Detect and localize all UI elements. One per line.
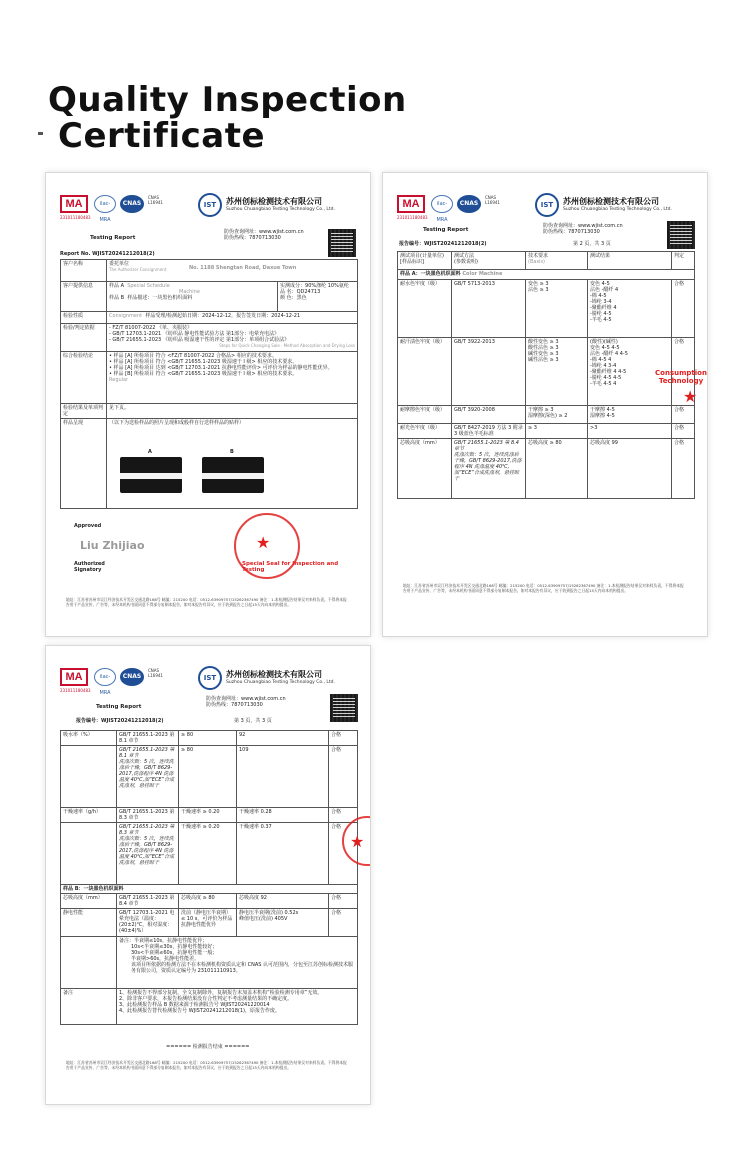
consumption-stamp: Consumption Technology	[655, 369, 707, 385]
table-row: GB/T 21655.1-2023 第 8.1 章节 洗涤次数：5 次，连续洗涤后干燥，GB/T 8629-2017,洗涤程序 4N 洗涤温度 40℃,加“ECE”合成洗涤剂，悬挂晾干 ≥ 80 109 合格	[61, 746, 358, 808]
client-en: The Authorizer Consignment	[109, 267, 167, 272]
footer-note: 地址：江苏省苏州市吴江经济技术开发区交通北路168号 邮编：215200 电话：0512-63909757/15262367490 备注：1.本检测报告结果仅对来样负责。不得将本报告用于产品宣传、广告等，未经本机构书面同意不得部分复制本报告。如对本报告有异议，应于收到报告之日起15天内向本机构提出。	[403, 583, 684, 593]
report-title-en: Testing Report	[96, 704, 142, 710]
table-row: 耐汗渍色牢度（级） GB/T 3922-2013 酸性变色 ≥ 3 酸性沾色 ≥ 3 碱性变色 ≥ 3 碱性沾色 ≥ 3 (酸性)(碱性) 变色 4-5 4-5 沾色 -醋纤 4 4-5 -棉 4-5 4 -锦纶 4 3-4 -聚酯纤维 4 4-5 -腈纶 4-5 4-5 -羊毛 4-5 4 合格	[398, 338, 695, 406]
qr-code-icon	[328, 229, 356, 257]
conclusion-item: • 样品 [B] 所检项目 符合 <GB/T 21655.1-2023 吸湿速干 I 级> 相应的技术要求。	[109, 371, 298, 377]
basis-item: - FZ/T 81007-2022 《单、夹服装》	[109, 325, 193, 331]
sample-a-label: A	[148, 449, 152, 455]
report-page-3	[45, 645, 371, 1105]
client-sub: 委托单位	[109, 261, 130, 267]
results-table: 测试项目(计量单位) [样品标识] 测试方法 (参数说明) 技术要求 (Basis) 测试结果 判定 样品 A：一块黑色机织面料 Color Machine 耐水色牢度（级） GB/T 5713-2013 变色 ≥ 3 沾色 ≥ 3 变色 4-5 沾色 -醋纤 4 -棉 4-5 -锦纶 3-4 -聚酯纤维 4 -腈纶 4-5 -羊毛 4-5 合格 耐汗渍色牢度（级） GB/T 3922-2013 酸性变色 ≥ 3 酸性沾色 ≥ 3 碱性变色 ≥ 3 碱性沾色 ≥ 3 (酸性)(碱性) 变色 4-5 4-5 沾色 -醋纤 4 4-5 -棉 4-5 4 -锦纶 4 3-4 -聚酯纤维 4 4-5 -腈纶 4-5 4-5 -羊毛 4-5 4 合格 耐摩擦色牢度（级） GB/T 3920-2008 干摩擦 ≥ 3 湿摩擦(深色) ≥ 2 干摩擦 4-5 湿摩擦 4-5 合格 耐光色牢度（级） GB/T 8427-2019 方法 3 附录 3 级蓝色羊毛标准 ≥ 3 >3 合格 芯吸高度（mm） GB/T 21655.1-2023 第 8.4 章节 洗涤次数：5 次，连续洗涤后干燥，GB/T 8629-2017,洗涤程序 4N 洗涤温度 40℃,加“ECE”合成洗涤剂，悬挂晾干 芯吸高度 ≥ 80 芯吸高度 99 合格	[397, 251, 695, 499]
report-number-line: 报告编号：WJIST20241212018(2)	[399, 241, 487, 247]
static-notes: 备注：半衰期≤10s，抗静电性能优异； 10s<半衰期≤30s，抗静电性能较好； 30s<半衰期≤60s，抗静电性能一般； 半衰期>60s，抗静电性能差。 该项目所依据的检测方法不在本检测机构资质认定和 CNAS 认可范围内，分包至江苏创标检测技术服务有限公司，资质认定编号为 231011110913。	[117, 937, 358, 989]
table-row: GB/T 21655.1-2023 第 8.3 章节 洗涤次数：5 次，连续洗涤后干燥，GB/T 8629-2017,洗涤程序 4N 洗涤温度 40℃,加“ECE”合成洗涤剂，悬挂晾干 干燥速率 ≥ 0.20 干燥速率 0.37 合格	[61, 823, 358, 885]
table-row: 吸水率（%） GB/T 21655.1-2023 第 8.1 章节 ≥ 80 92 合格	[61, 731, 358, 746]
photo-label: 样品呈现	[63, 420, 84, 426]
cnas-logo-icon: CNAS	[457, 195, 481, 213]
anti-fake-info: 防伪查询网址：www.wjist.com.cn 防伪热线：7870713030	[206, 696, 286, 708]
basis-label: 检验/判定依据	[63, 325, 95, 331]
table-row: 干燥速率（g/h） GB/T 21655.1-2023 第 8.3 章节 干燥速率 ≥ 0.20 干燥速率 0.28 合格	[61, 808, 358, 823]
cnas-number: CNAS L16941	[148, 195, 163, 205]
table-row: 静电性能 GB/T 12703.1-2021 电晕充电法（温度：(20±2)℃，相对湿度：(40±4)%） 洗前（静电压半衰期）≤ 10 s，可评价为样品抗静电性能优异 静电压半衰期(洗前) 0.52s 峰值电压(洗前) 405V 合格	[61, 909, 358, 937]
company-name-cn: 苏州创标检测技术有限公司	[226, 197, 322, 206]
ma-logo-icon: MA	[60, 195, 88, 213]
cnas-number: CNAS L16941	[485, 195, 500, 205]
page-title-line1: Quality Inspection	[48, 80, 407, 120]
remarks-list: 1、检测报告不得部分复制，全文复制除外，复制报告未加盖本机构“检验检测专用章”无效。 2、除非客户要求，本报告检测结果没有合性判定不考虑测量结果的不确定度。 3、此检测报告样品 B 数据来源于检测报告号 WJIST20241220014 4、此检测报告替代检测报告号 WJIST20241212018(1)，原报告作废。	[117, 989, 358, 1025]
remarks-label: 检验结果及单项判定	[63, 405, 104, 417]
company-name-en: Suzhou Chuangbiao Testing Technology Co., Ltd.	[226, 680, 335, 685]
ilac-mra-logo-icon: ilac-MRA	[94, 195, 116, 213]
ma-number: 231011180483	[397, 215, 428, 220]
table-row: 耐摩擦色牢度（级） GB/T 3920-2008 干摩擦 ≥ 3 湿摩擦(深色) ≥ 2 干摩擦 4-5 湿摩擦 4-5 合格	[398, 406, 695, 424]
cnas-logo-icon: CNAS	[120, 668, 144, 686]
anti-fake-info: 防伪查询网址：www.wjist.com.cn 防伪热线：7870713030	[224, 229, 304, 241]
company-name-en: Suzhou Chuangbiao Testing Technology Co., Ltd.	[563, 207, 672, 212]
page-title-line2: Certificate	[58, 116, 266, 156]
dates: 样品受理/检测起始日期：2024-12-12，报告签发日期：2024-12-21	[145, 313, 301, 319]
remarks-value: 见下页。	[109, 405, 130, 411]
consumption-star-icon: ★	[683, 387, 698, 406]
color-line: 颜 色：黑色	[280, 295, 307, 301]
table-row: 耐水色牢度（级） GB/T 5713-2013 变色 ≥ 3 沾色 ≥ 3 变色 4-5 沾色 -醋纤 4 -棉 4-5 -锦纶 3-4 -聚酯纤维 4 -腈纶 4-5 -羊毛 4-5 合格	[398, 280, 695, 338]
qr-code-icon	[330, 694, 358, 722]
client-address: No. 1188 Shengtan Road, Daxue Town	[189, 265, 297, 271]
report-header	[60, 193, 356, 223]
results-table	[60, 730, 358, 1025]
report-number-line: Report No. WJIST20241212018(2)	[60, 251, 155, 257]
info-label: 客户提供信息	[63, 283, 94, 289]
conclusion-item: • 样品 [A] 所检项目 符合 <GB/T 21655.1-2023 吸湿速干 I 级> 相应的技术要求。	[109, 359, 298, 365]
cnas-logo-icon: CNAS	[120, 195, 144, 213]
company-name-en: Suzhou Chuangbiao Testing Technology Co., Ltd.	[226, 207, 335, 212]
fiber-line: 实测成分：90%涤纶 10%氨纶	[280, 283, 349, 289]
basis-item: - GB/T 21655.1-2023 《纺织品 吸湿速干性的评定 第1部分：单项组合试验法》	[109, 337, 290, 343]
table-row: 芯吸高度（mm） GB/T 21655.1-2023 第 8.4 章节 洗涤次数：5 次，连续洗涤后干燥，GB/T 8629-2017,洗涤程序 4N 洗涤温度 40℃,加“ECE”合成洗涤剂，悬挂晾干 芯吸高度 ≥ 80 芯吸高度 99 合格	[398, 439, 695, 499]
ma-logo-icon: MA	[397, 195, 425, 213]
conclusion-note: Regular	[109, 377, 129, 383]
authorized-signatory: Authorized Signatory	[74, 561, 105, 573]
report-header	[60, 666, 356, 696]
sample-a-machine: Machine	[179, 289, 200, 295]
anti-fake-info: 防伪查询网址：www.wjist.com.cn 防伪热线：7870713030	[543, 223, 623, 235]
ma-logo-icon: MA	[60, 668, 88, 686]
seal-star-icon: ★	[256, 533, 271, 552]
ma-number: 231011180483	[60, 215, 91, 220]
conclusion-label: 综合检验结论	[63, 353, 94, 359]
basis-overlay: Steps for Quick Changing Sale · Method Absorption and Drying Loss	[219, 343, 355, 348]
sample-b-photo	[202, 457, 264, 493]
company-name-cn: 苏州创标检测技术有限公司	[563, 197, 659, 206]
date-label: 检验性质	[63, 313, 84, 319]
page-number: 第 2 页，共 3 页	[573, 241, 611, 247]
conclusion-item: • 样品 [A] 所检项目 达到 <GB/T 12703.1-2021 抗静电性能评价> 可评价为样品的静电性能优异。	[109, 365, 333, 371]
ma-number: 231011180483	[60, 688, 91, 693]
qr-code-icon	[667, 221, 695, 249]
report-end: ====== 检测报告结束 ======	[166, 1044, 250, 1050]
sample-b-row: 样品 B 样品描述：一块黑色机织面料	[109, 295, 193, 301]
page-number: 第 3 页，共 3 页	[234, 718, 272, 724]
table-row: 芯吸高度（mm） GB/T 21655.1-2023 第 8.4 章节 芯吸高度 ≥ 80 芯吸高度 92 合格	[61, 894, 358, 909]
report-number-line: 报告编号：WJIST20241212018(2)	[76, 718, 164, 724]
ist-logo-icon: IST	[198, 666, 222, 690]
cnas-number: CNAS L16941	[148, 668, 163, 678]
report-header	[397, 193, 693, 223]
remarks-label: 备注	[61, 989, 117, 1025]
table-row: 耐光色牢度（级） GB/T 8427-2019 方法 3 附录 3 级蓝色羊毛标准 ≥ 3 >3 合格	[398, 424, 695, 439]
ist-logo-icon: IST	[198, 193, 222, 217]
report-page-2	[382, 172, 708, 637]
footer-note: 地址：江苏省苏州市吴江经济技术开发区交通北路168号 邮编：215200 电话：0512-63909757/15262367490 备注：1.本检测报告结果仅对来样负责。不得将本报告用于产品宣传、广告等，未经本机构书面同意不得部分复制本报告。如对本报告有异议，应于收到报告之日起15天内向本机构提出。	[66, 597, 347, 607]
ilac-mra-logo-icon: ilac-MRA	[94, 668, 116, 686]
decorative-dot	[38, 132, 43, 135]
report-title-en: Testing Report	[423, 227, 469, 233]
footer-note: 地址：江苏省苏州市吴江经济技术开发区交通北路168号 邮编：215200 电话：0512-63909757/15262367490 备注：1.本检测报告结果仅对来样负责。不得将本报告用于产品宣传、广告等，未经本机构书面同意不得部分复制本报告。如对本报告有异议，应于收到报告之日起15天内向本机构提出。	[66, 1060, 347, 1070]
ilac-mra-logo-icon: ilac-MRA	[431, 195, 453, 213]
sample-a-photo	[120, 457, 182, 493]
sample-b-label: B	[230, 449, 234, 455]
sample-a-row: 样品 A Special Schedule	[109, 283, 170, 289]
conclusion-item: • 样品 [A] 所检项目 符合 <FZ/T 81007-2022 合格品> 相应的技术要求。	[109, 353, 277, 359]
report-title-en: Testing Report	[90, 235, 136, 241]
approved-label: Approved	[74, 523, 102, 529]
basis-item: - GB/T 12703.1-2021 《纺织品 静电性能试验方法 第1部分：电晕充电法》	[109, 331, 280, 337]
client-label: 客户名称	[63, 261, 84, 267]
ist-logo-icon: IST	[535, 193, 559, 217]
seal-star-icon: ★	[350, 832, 365, 851]
sample-b-row: 样品 B：一块黑色机织面料	[61, 885, 358, 894]
signer-name: Liu Zhijiao	[80, 539, 145, 552]
sample-row: 样品 A：一块黑色机织面料 Color Machine	[398, 270, 695, 280]
report-page-1	[45, 172, 371, 637]
company-name-cn: 苏州创标检测技术有限公司	[226, 670, 322, 679]
consignment: Consignment	[109, 313, 143, 319]
item-line: 品 名：QD24713	[280, 289, 321, 295]
seal-text: Special Seal for Inspection and Testing	[242, 561, 339, 573]
photo-caption: （以下为送检样品的照片呈现和成般样自行送样样品的贴样）	[109, 420, 245, 426]
